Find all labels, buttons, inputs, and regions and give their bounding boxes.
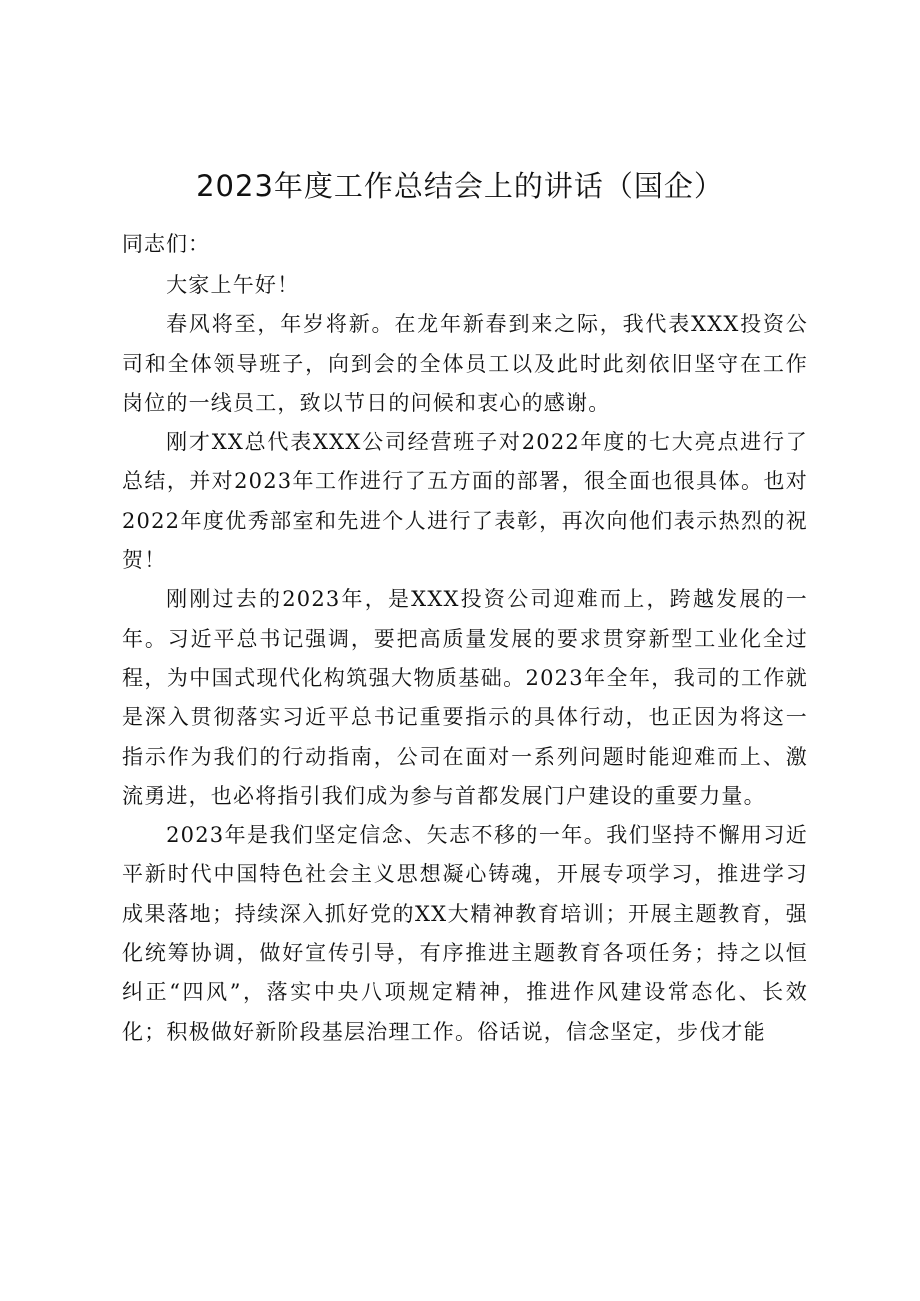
paragraph: 刚刚过去的2023年，是XXX投资公司迎难而上，跨越发展的一年。习近平总书记强调，要把高质量发展的要求贯穿新型工业化全过程，为中国式现代化构筑强大物质基础。2023年全年，我司的工作就是深入贯彻落实习近平总书记重要指示的具体行动，也正因为将这一指示作为我们的行动指南，公司在面对一系列问题时能迎难而上、激流勇进，也必将指引我们成为参与首都发展门户建设的重要力量。 — [122, 587, 808, 808]
paragraph: 2023年是我们坚定信念、矢志不移的一年。我们坚持不懈用习近平新时代中国特色社会主义思想凝心铸魂，开展专项学习，推进学习成果落地；持续深入抓好党的XX大精神教育培训；开展主题教育，强化统筹协调，做好宣传引导，有序推进主题教育各项任务；持之以恒纠正“四风”，落实中央八项规定精神，推进作风建设常态化、长效化；积极做好新阶段基层治理工作。俗话说，信念坚定，步伐才能 — [122, 823, 808, 1044]
paragraph: 春风将至，年岁将新。在龙年新春到来之际，我代表XXX投资公司和全体领导班子，向到会的全体员工以及此时此刻依旧坚守在工作岗位的一线员工，致以节日的问候和衷心的感谢。 — [122, 312, 808, 415]
salutation: 同志们： — [122, 232, 210, 256]
paragraph: 刚才XX总代表XXX公司经营班子对2022年度的七大亮点进行了总结，并对2023年工作进行了五方面的部署，很全面也很具体。也对2022年度优秀部室和先进个人进行了表彰，再次向他们表示热烈的祝贺！ — [122, 430, 808, 573]
document-body — [122, 266, 808, 1052]
paragraph: 大家上午好！ — [166, 273, 300, 297]
document-title: 2023年度工作总结会上的讲话（国企） — [196, 169, 724, 203]
